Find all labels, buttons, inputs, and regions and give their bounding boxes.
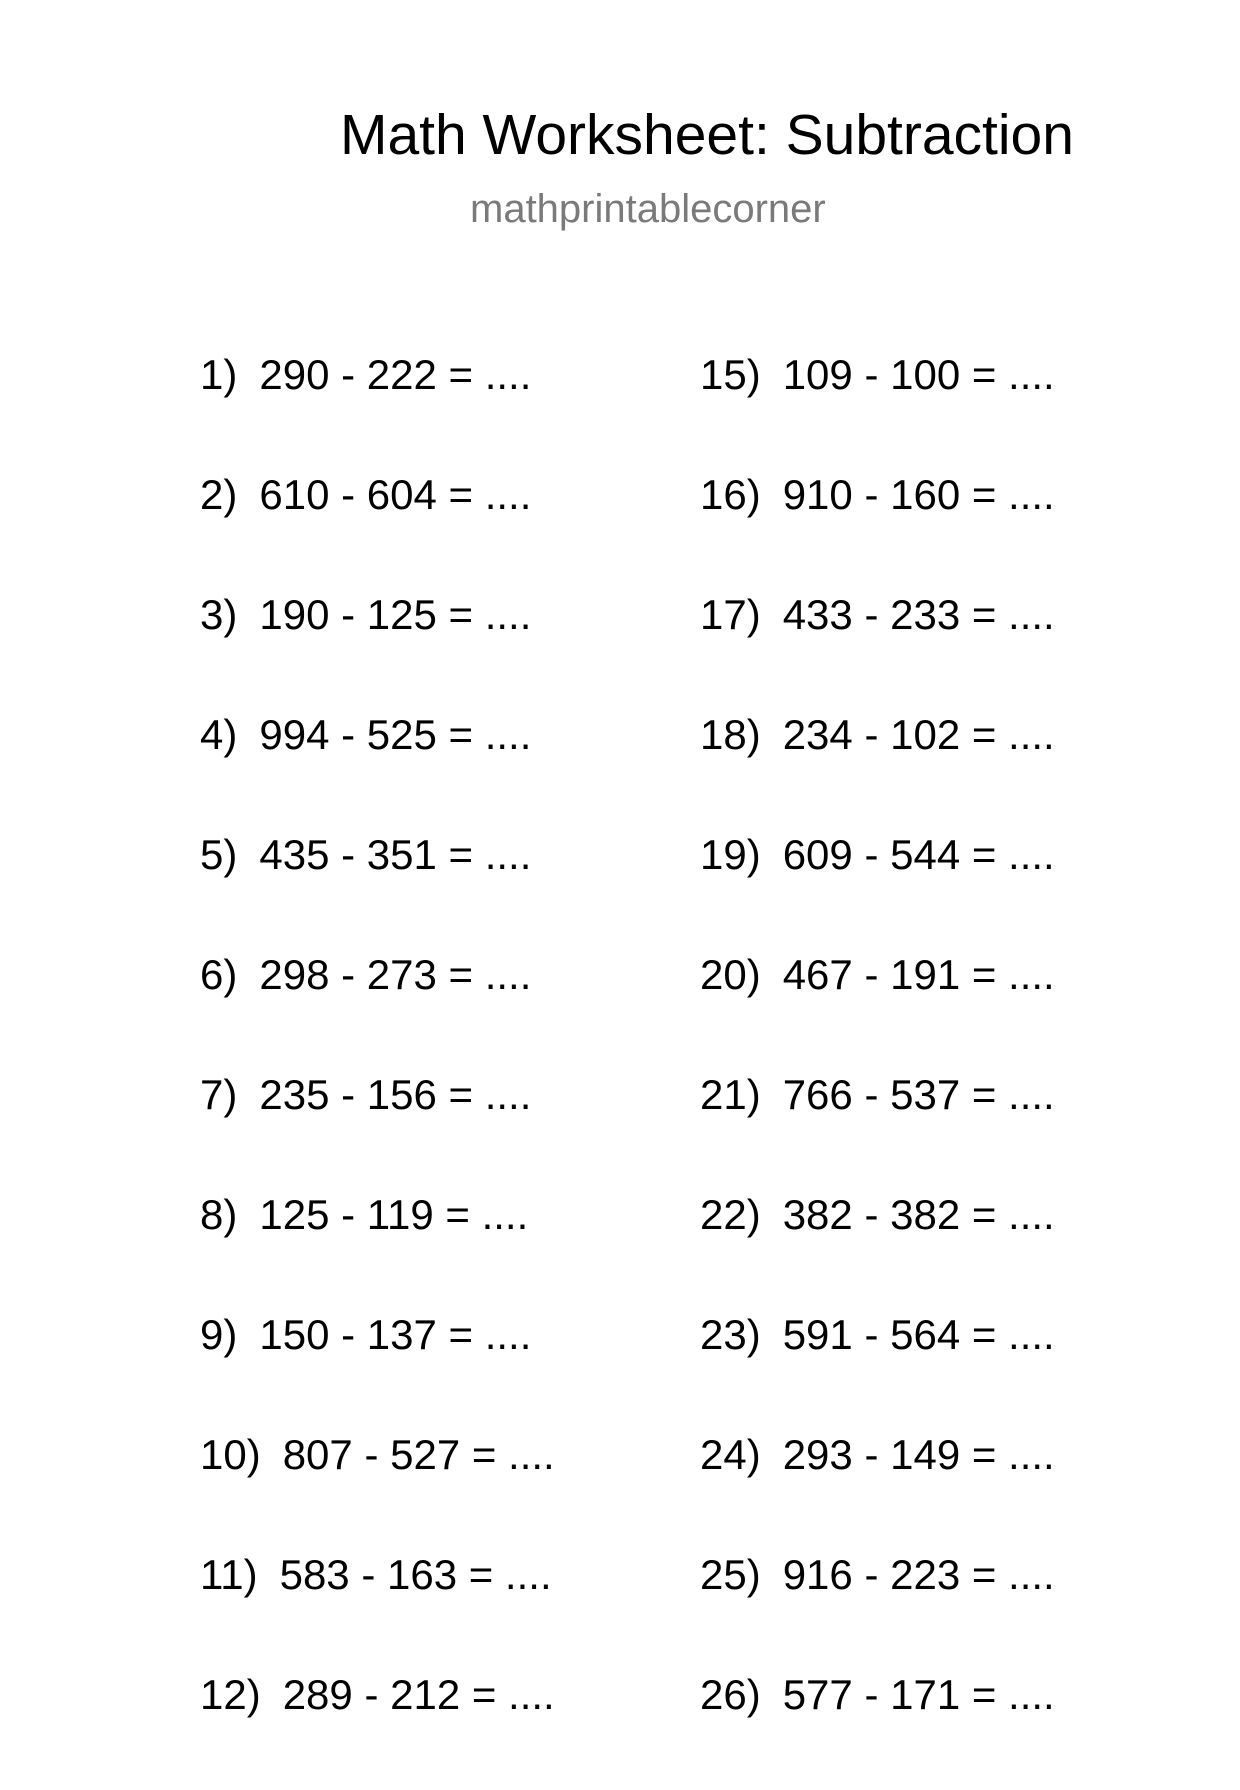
problem-expression: 583 - 163 = ....	[279, 1551, 552, 1598]
source-subtitle: mathprintablecorner	[470, 187, 826, 231]
problem-expression: 807 - 527 = ....	[282, 1431, 555, 1478]
problem-item	[200, 710, 555, 830]
problem-expression: 609 - 544 = ....	[782, 831, 1055, 878]
problem-item	[200, 470, 555, 590]
problem-number: 25)	[700, 1551, 761, 1598]
problem-item	[700, 1670, 1055, 1790]
problem-expression: 577 - 171 = ....	[782, 1671, 1055, 1718]
page-title: Math Worksheet: Subtraction	[340, 103, 1074, 167]
problem-number: 20)	[700, 951, 761, 998]
problem-item	[200, 1190, 555, 1310]
problem-expression: 916 - 223 = ....	[782, 1551, 1055, 1598]
problem-expression: 994 - 525 = ....	[259, 711, 532, 758]
problem-number: 24)	[700, 1431, 761, 1478]
problem-expression: 290 - 222 = ....	[259, 351, 532, 398]
problem-item	[200, 1430, 555, 1550]
problem-expression: 235 - 156 = ....	[259, 1071, 532, 1118]
problem-item	[700, 950, 1055, 1070]
problem-number: 17)	[700, 591, 761, 638]
problem-item	[200, 1550, 555, 1670]
problem-expression: 435 - 351 = ....	[259, 831, 532, 878]
problem-item	[200, 1070, 555, 1190]
problem-item	[700, 1550, 1055, 1670]
problem-number: 18)	[700, 711, 761, 758]
problem-number: 15)	[700, 351, 761, 398]
problem-expression: 467 - 191 = ....	[782, 951, 1055, 998]
problem-expression: 293 - 149 = ....	[782, 1431, 1055, 1478]
problem-number: 5)	[200, 831, 238, 878]
problem-item	[200, 830, 555, 950]
problem-number: 2)	[200, 471, 238, 518]
problem-expression: 766 - 537 = ....	[782, 1071, 1055, 1118]
problem-expression: 433 - 233 = ....	[782, 591, 1055, 638]
problem-number: 4)	[200, 711, 238, 758]
problem-item	[700, 470, 1055, 590]
problem-item	[700, 1070, 1055, 1190]
problem-number: 7)	[200, 1071, 238, 1118]
problem-item	[700, 350, 1055, 470]
problem-number: 19)	[700, 831, 761, 878]
problem-item	[200, 1310, 555, 1430]
problem-number: 10)	[200, 1431, 261, 1478]
problem-item	[200, 350, 555, 470]
problem-number: 16)	[700, 471, 761, 518]
problem-item	[700, 1430, 1055, 1550]
problem-number: 11)	[200, 1551, 258, 1598]
problem-expression: 610 - 604 = ....	[259, 471, 532, 518]
problem-expression: 910 - 160 = ....	[782, 471, 1055, 518]
problem-number: 3)	[200, 591, 238, 638]
problem-number: 6)	[200, 951, 238, 998]
problem-number: 21)	[700, 1071, 761, 1118]
problem-number: 22)	[700, 1191, 761, 1238]
problem-item	[700, 1190, 1055, 1310]
problem-item	[200, 950, 555, 1070]
problem-expression: 289 - 212 = ....	[282, 1671, 555, 1718]
problem-column-left	[200, 350, 555, 1790]
problem-expression: 190 - 125 = ....	[259, 591, 532, 638]
problem-expression: 109 - 100 = ....	[782, 351, 1055, 398]
problem-expression: 591 - 564 = ....	[782, 1311, 1055, 1358]
problem-expression: 234 - 102 = ....	[782, 711, 1055, 758]
problem-item	[700, 590, 1055, 710]
problem-expression: 125 - 119 = ....	[259, 1191, 529, 1238]
problem-item	[700, 1310, 1055, 1430]
problem-number: 12)	[200, 1671, 261, 1718]
problem-number: 26)	[700, 1671, 761, 1718]
problem-expression: 382 - 382 = ....	[782, 1191, 1055, 1238]
problem-item	[200, 1670, 555, 1790]
problem-number: 1)	[200, 351, 238, 398]
problem-expression: 298 - 273 = ....	[259, 951, 532, 998]
problem-column-right	[700, 350, 1055, 1790]
problem-item	[700, 830, 1055, 950]
problem-item	[700, 710, 1055, 830]
problem-number: 9)	[200, 1311, 238, 1358]
problem-item	[200, 590, 555, 710]
problem-expression: 150 - 137 = ....	[259, 1311, 532, 1358]
problem-number: 23)	[700, 1311, 761, 1358]
problem-number: 8)	[200, 1191, 238, 1238]
